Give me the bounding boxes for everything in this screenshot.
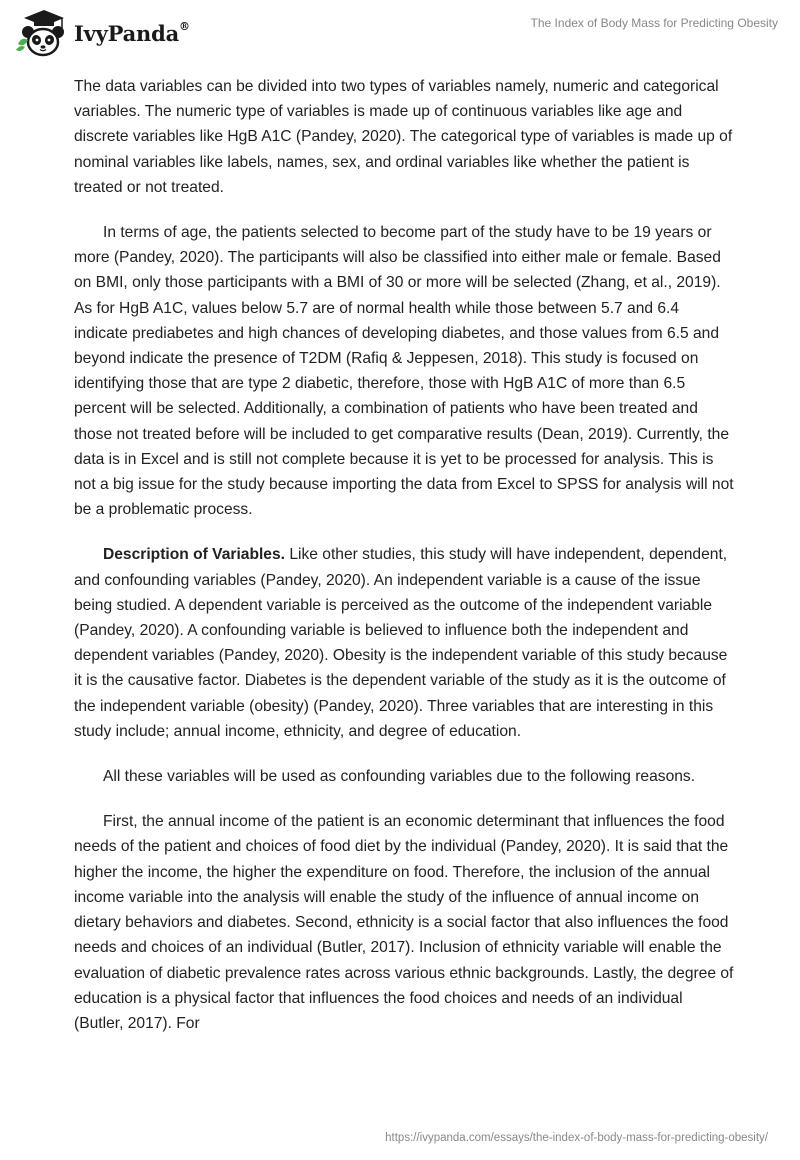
- registered-mark: ®: [179, 20, 190, 33]
- source-url-link[interactable]: https://ivypanda.com/essays/the-index-of-body-mass-for-predicting-obesity/: [385, 1132, 768, 1144]
- paragraph: First, the annual income of the patient is an economic determinant that influences the food needs of the patient and choices of food diet by the individual (Pandey, 2020). It is said that the higher the income, the higher the expenditure on food. Therefore, the inclusion of the annual income variable into the analysis will enable the study of the influence of annual income on dietary behaviors and diabetes. Second, ethnicity is a social factor that also influences the food needs and choices of an individual (Butler, 2017). Inclusion of ethnicity variable will enable the evaluation of diabetic prevalence rates across various ethnic backgrounds. Lastly, the degree of education is a physical factor that influences the food choices and needs of an individual (Butler, 2017). For: [74, 813, 734, 1032]
- paragraph: All these variables will be used as confounding variables due to the following reasons.: [103, 768, 696, 786]
- page-header: [0, 0, 800, 68]
- paragraph: Description of Variables. Like other studies, this study will have independent, dependent, and confounding variables (Pandey, 2020). An independent variable is a cause of the issue being studied. A dependent variable is perceived as the outcome of the independent variable (Pandey, 2020). A confounding variable is believed to influence both the independent and dependent variables (Pandey, 2020). Obesity is the independent variable of this study because it is the causative factor. Diabetes is the dependent variable of the study as it is the outcome of the independent variable (obesity) (Pandey, 2020). Three variables that are interesting in this study include; annual income, ethnicity, and degree of education.: [74, 546, 728, 740]
- ivypanda-logo-link[interactable]: [14, 8, 194, 58]
- paragraph: The data variables can be divided into two types of variables namely, numeric and categorical variables. The numeric type of variables is made up of continuous variables like age and discrete variables like HgB A1C (Pandey, 2020). The categorical type of variables is made up of nominal variables like labels, names, sex, and ordinal variables like whether the patient is treated or not treated.: [74, 78, 733, 196]
- paragraph: In terms of age, the patients selected to become part of the study have to be 19 years or more (Pandey, 2020). The participants will also be classified into either male or female. Based on BMI, only those participants with a BMI of 30 or more will be selected (Zhang, et al., 2019). As for HgB A1C, values below 5.7 are of normal health while those between 5.7 and 6.4 indicate prediabetes and high chances of developing diabetes, and those values from 6.5 and beyond indicate the presence of T2DM (Rafiq & Jeppesen, 2018). This study is focused on identifying those that are type 2 diabetic, therefore, those with HgB A1C of more than 6.5 percent will be selected. Additionally, a combination of patients who have been treated and those not treated before will be included to get comparative results (Dean, 2019). Currently, the data is in Excel and is still not complete because it is yet to be processed for analysis. This is not a big issue for the study because importing the data from Excel to SPSS for analysis will not be a problematic process.: [74, 224, 734, 519]
- panda-graduate-icon: [14, 8, 70, 58]
- brand-name: IvyPanda®: [74, 20, 190, 46]
- document-title: The Index of Body Mass for Predicting Obesity: [530, 16, 778, 30]
- essay-body: [74, 74, 734, 1056]
- section-heading: Description of Variables.: [103, 546, 285, 564]
